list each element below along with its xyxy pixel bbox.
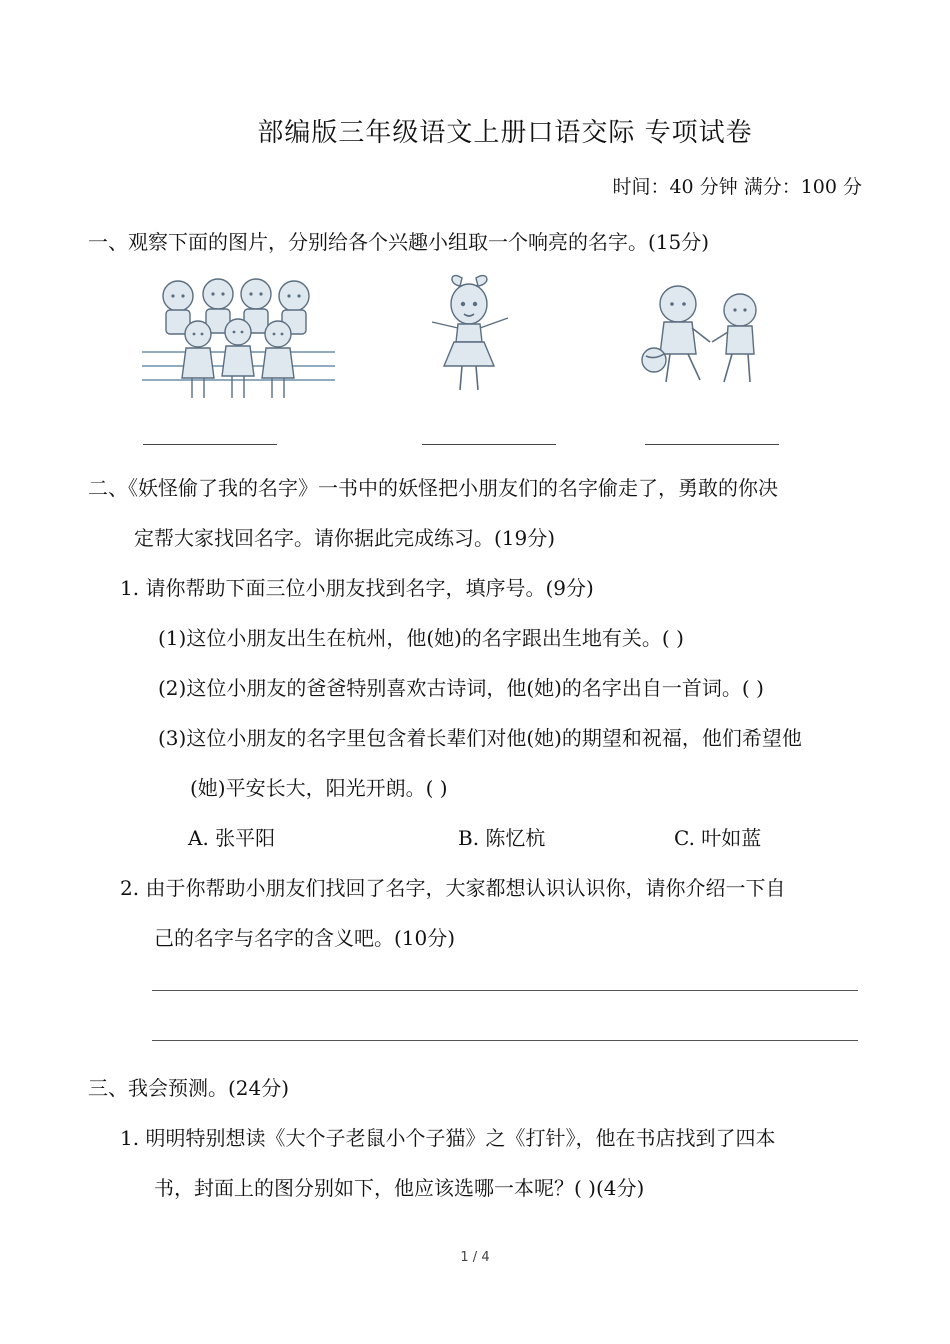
dancing-girl-illustration bbox=[420, 270, 540, 400]
q1-item-3-line1: (3)这位小朋友的名字里包含着长辈们对他(她)的期望和祝福，他们希望他 bbox=[158, 726, 802, 750]
choir-group-illustration bbox=[140, 274, 340, 404]
writing-line-1[interactable] bbox=[152, 990, 858, 991]
q1-item-1: (1)这位小朋友出生在杭州，他(她)的名字跟出生地有关。( ) bbox=[158, 626, 684, 650]
section2-heading-line1: 二、《妖怪偷了我的名字》一书中的妖怪把小朋友们的名字偷走了，勇敢的你决 bbox=[88, 476, 778, 500]
q2-line1: 2. 由于你帮助小朋友们找回了名字，大家都想认识认识你，请你介绍一下自 bbox=[120, 876, 786, 900]
exam-meta: 时间：40 分钟 满分：100 分 bbox=[612, 176, 862, 198]
page-title: 部编版三年级语文上册口语交际 专项试卷 bbox=[257, 118, 753, 148]
basketball-boys-illustration bbox=[636, 282, 776, 402]
q1-item-3-line2: (她)平安长大，阳光开朗。( ) bbox=[190, 776, 448, 800]
q1-stem: 1. 请你帮助下面三位小朋友找到名字，填序号。(9分) bbox=[120, 576, 594, 600]
option-c: C. 叶如蓝 bbox=[674, 826, 762, 850]
page-number: 1 / 4 bbox=[460, 1250, 490, 1265]
answer-blank-1[interactable] bbox=[143, 444, 277, 445]
q2-line2: 己的名字与名字的含义吧。(10分) bbox=[154, 926, 456, 950]
section2-heading-line2: 定帮大家找回名字。请你据此完成练习。(19分) bbox=[134, 526, 556, 550]
section1-heading: 一、观察下面的图片，分别给各个兴趣小组取一个响亮的名字。(15分) bbox=[88, 230, 710, 254]
writing-line-2[interactable] bbox=[152, 1040, 858, 1041]
section1-illustrations bbox=[0, 270, 950, 460]
answer-blank-2[interactable] bbox=[422, 444, 556, 445]
answer-blank-3[interactable] bbox=[645, 444, 779, 445]
option-a: A. 张平阳 bbox=[188, 826, 276, 850]
q1-item-2: (2)这位小朋友的爸爸特别喜欢古诗词，他(她)的名字出自一首词。( ) bbox=[158, 676, 764, 700]
section3-q1-line1: 1. 明明特别想读《大个子老鼠小个子猫》之《打针》，他在书店找到了四本 bbox=[120, 1126, 776, 1150]
section3-heading: 三、我会预测。(24分) bbox=[88, 1076, 290, 1100]
section3-q1-line2: 书，封面上的图分别如下，他应该选哪一本呢？( )(4分) bbox=[154, 1176, 645, 1200]
option-b: B. 陈忆杭 bbox=[458, 826, 546, 850]
